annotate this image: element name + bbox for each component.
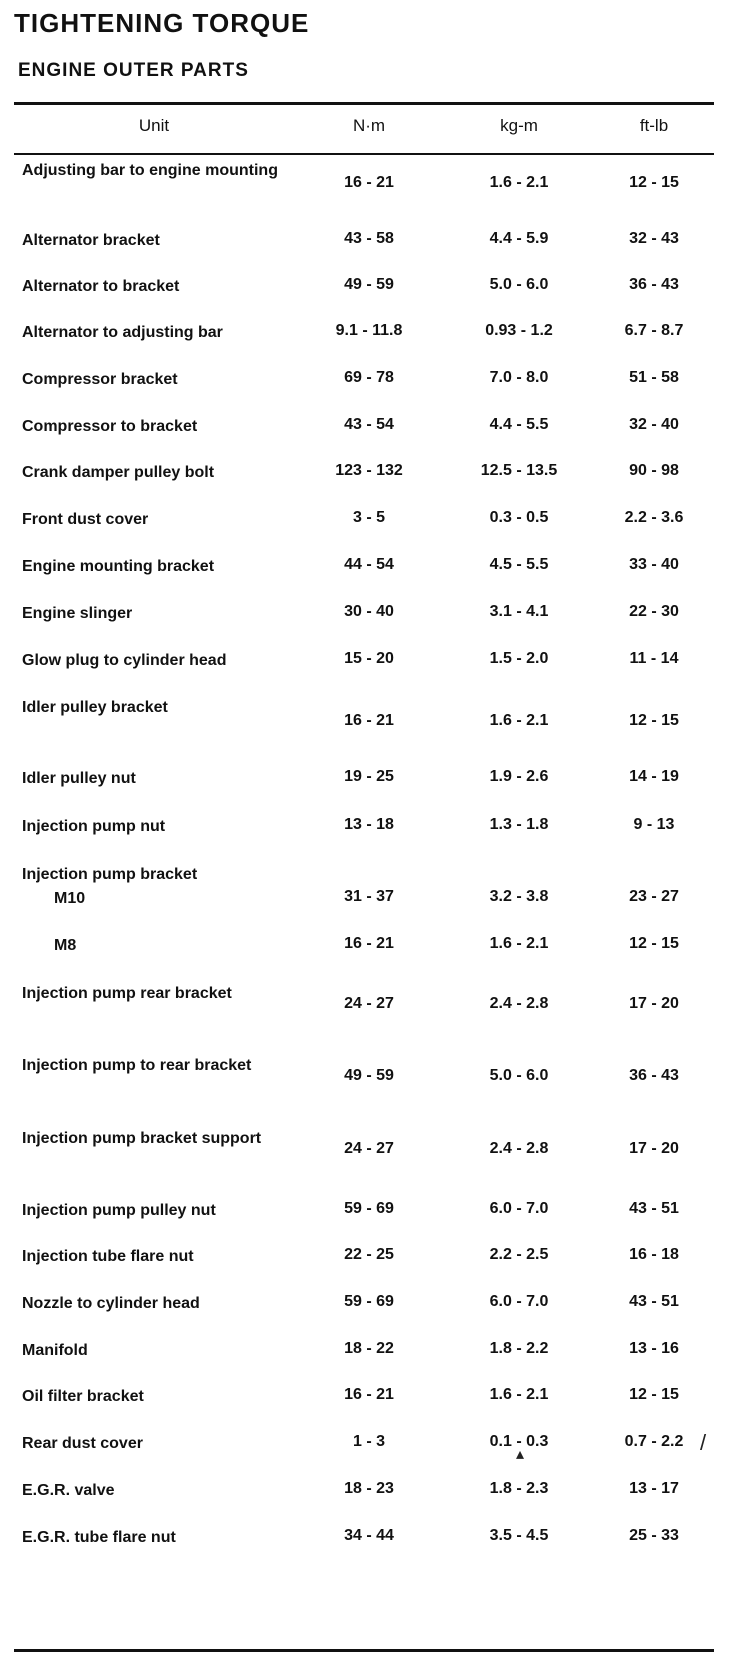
header-kgm: kg-m bbox=[500, 116, 538, 135]
cell-nm: 9.1 - 11.8 bbox=[335, 322, 403, 339]
cell-ftlb: 12 - 15 bbox=[629, 1386, 679, 1403]
cell-unit: Idler pulley nut bbox=[22, 770, 136, 787]
cell-nm: 24 - 27 bbox=[344, 1140, 394, 1157]
cell-nm: 13 - 18 bbox=[344, 816, 394, 833]
cell-ftlb: 22 - 30 bbox=[629, 603, 679, 620]
cell-unit: Rear dust cover bbox=[22, 1435, 143, 1452]
table-header bbox=[14, 108, 714, 148]
cell-unit: Engine slinger bbox=[22, 605, 133, 622]
cell-ftlb: 36 - 43 bbox=[629, 1067, 679, 1084]
cell-ftlb: 51 - 58 bbox=[629, 369, 679, 386]
cell-nm: 49 - 59 bbox=[344, 1067, 394, 1084]
cell-ftlb: 33 - 40 bbox=[629, 556, 679, 573]
cell-unit: Manifold bbox=[22, 1342, 88, 1359]
cell-nm: 3 - 5 bbox=[352, 509, 385, 526]
cell-unit: Alternator bracket bbox=[22, 232, 160, 249]
cell-nm: 16 - 21 bbox=[344, 174, 394, 191]
cell-kgm: 2.2 - 2.5 bbox=[489, 1246, 549, 1263]
table-header-rule bbox=[14, 153, 714, 155]
cell-nm: 18 - 23 bbox=[344, 1480, 394, 1497]
cell-nm: 59 - 69 bbox=[344, 1200, 394, 1217]
cell-nm: 44 - 54 bbox=[344, 556, 394, 573]
cell-nm: 16 - 21 bbox=[344, 712, 394, 729]
cell-kgm: 1.6 - 2.1 bbox=[489, 712, 549, 729]
cell-kgm: 0.1 - 0.3 bbox=[489, 1433, 549, 1450]
cell-nm: 59 - 69 bbox=[344, 1293, 394, 1310]
cell-nm: 123 - 132 bbox=[335, 462, 403, 479]
cell-unit: Alternator to bracket bbox=[22, 278, 180, 295]
cell-ftlb: 43 - 51 bbox=[629, 1293, 679, 1310]
cell-kgm: 1.8 - 2.2 bbox=[489, 1340, 549, 1357]
cell-unit: Oil filter bracket bbox=[22, 1388, 144, 1405]
cell-unit: Front dust cover bbox=[22, 511, 149, 528]
cell-ftlb: 23 - 27 bbox=[629, 888, 679, 905]
page-title: TIGHTENING TORQUE bbox=[14, 8, 310, 38]
header-nm: N·m bbox=[352, 116, 386, 135]
cell-unit: M8 bbox=[54, 937, 77, 954]
table-bottom-rule bbox=[14, 1649, 714, 1652]
cell-ftlb: 0.7 - 2.2 bbox=[624, 1433, 684, 1450]
cell-ftlb: 90 - 98 bbox=[629, 462, 679, 479]
cell-ftlb: 32 - 40 bbox=[629, 416, 679, 433]
cell-nm: 1 - 3 bbox=[352, 1433, 385, 1450]
cell-kgm: 4.4 - 5.9 bbox=[489, 230, 549, 247]
cell-nm: 15 - 20 bbox=[344, 650, 394, 667]
cell-kgm: 2.4 - 2.8 bbox=[489, 995, 549, 1012]
cell-ftlb: 25 - 33 bbox=[629, 1527, 679, 1544]
cell-kgm: 3.5 - 4.5 bbox=[489, 1527, 549, 1544]
cell-ftlb: 12 - 15 bbox=[629, 935, 679, 952]
cell-kgm: 5.0 - 6.0 bbox=[489, 1067, 549, 1084]
cell-unit: Engine mounting bracket bbox=[22, 558, 215, 575]
cell-nm: 19 - 25 bbox=[344, 768, 394, 785]
cell-ftlb: 13 - 17 bbox=[629, 1480, 679, 1497]
cell-kgm: 1.6 - 2.1 bbox=[489, 174, 549, 191]
cell-ftlb: 32 - 43 bbox=[629, 230, 679, 247]
cell-nm: 30 - 40 bbox=[344, 603, 394, 620]
cell-kgm: 6.0 - 7.0 bbox=[489, 1200, 549, 1217]
cell-unit: M10 bbox=[54, 890, 86, 907]
cell-unit: Injection pump pulley nut bbox=[22, 1202, 216, 1219]
cell-unit: Crank damper pulley bolt bbox=[22, 464, 215, 481]
cell-kgm: 1.6 - 2.1 bbox=[489, 935, 549, 952]
cell-kgm: 0.3 - 0.5 bbox=[489, 509, 549, 526]
cell-unit: E.G.R. valve bbox=[22, 1482, 115, 1499]
header-unit: Unit bbox=[138, 116, 170, 135]
cell-unit: Injection pump to rear bracket bbox=[22, 1057, 252, 1074]
cell-nm: 16 - 21 bbox=[344, 935, 394, 952]
cell-ftlb: 12 - 15 bbox=[629, 174, 679, 191]
cell-kgm: 1.8 - 2.3 bbox=[489, 1480, 549, 1497]
scan-mark: ▴ bbox=[516, 1446, 525, 1463]
cell-unit: Adjusting bar to engine mounting bbox=[22, 162, 278, 179]
cell-nm: 31 - 37 bbox=[344, 888, 394, 905]
cell-ftlb: 17 - 20 bbox=[629, 1140, 679, 1157]
cell-ftlb: 12 - 15 bbox=[629, 712, 679, 729]
cell-unit: Injection pump rear bracket bbox=[22, 985, 232, 1002]
cell-nm: 18 - 22 bbox=[344, 1340, 394, 1357]
cell-kgm: 6.0 - 7.0 bbox=[489, 1293, 549, 1310]
cell-ftlb: 14 - 19 bbox=[629, 768, 679, 785]
cell-kgm: 4.4 - 5.5 bbox=[489, 416, 549, 433]
cell-kgm: 4.5 - 5.5 bbox=[489, 556, 549, 573]
cell-kgm: 3.2 - 3.8 bbox=[489, 888, 549, 905]
cell-ftlb: 36 - 43 bbox=[629, 276, 679, 293]
cell-kgm: 12.5 - 13.5 bbox=[480, 462, 558, 479]
scan-slash-mark: / bbox=[700, 1430, 707, 1455]
cell-unit: E.G.R. tube flare nut bbox=[22, 1529, 176, 1546]
cell-unit: Compressor to bracket bbox=[22, 418, 198, 435]
cell-nm: 43 - 58 bbox=[344, 230, 394, 247]
cell-unit: Injection pump nut bbox=[22, 818, 166, 835]
cell-kgm: 1.5 - 2.0 bbox=[489, 650, 549, 667]
cell-kgm: 1.9 - 2.6 bbox=[489, 768, 549, 785]
cell-nm: 69 - 78 bbox=[344, 369, 394, 386]
cell-unit: Idler pulley bracket bbox=[22, 699, 168, 716]
cell-kgm: 1.6 - 2.1 bbox=[489, 1386, 549, 1403]
cell-ftlb: 2.2 - 3.6 bbox=[624, 509, 684, 526]
cell-nm: 22 - 25 bbox=[344, 1246, 394, 1263]
cell-kgm: 2.4 - 2.8 bbox=[489, 1140, 549, 1157]
cell-unit: Injection pump bracket support bbox=[22, 1130, 262, 1147]
cell-kgm: 3.1 - 4.1 bbox=[489, 603, 549, 620]
cell-ftlb: 6.7 - 8.7 bbox=[624, 322, 684, 339]
cell-kgm: 7.0 - 8.0 bbox=[489, 369, 549, 386]
cell-nm: 24 - 27 bbox=[344, 995, 394, 1012]
cell-ftlb: 16 - 18 bbox=[629, 1246, 679, 1263]
cell-kgm: 0.93 - 1.2 bbox=[485, 322, 553, 339]
cell-nm: 34 - 44 bbox=[344, 1527, 394, 1544]
cell-ftlb: 11 - 14 bbox=[629, 650, 679, 667]
cell-ftlb: 13 - 16 bbox=[629, 1340, 679, 1357]
cell-nm: 49 - 59 bbox=[344, 276, 394, 293]
cell-nm: 16 - 21 bbox=[344, 1386, 394, 1403]
cell-nm: 43 - 54 bbox=[344, 416, 394, 433]
cell-unit: Compressor bracket bbox=[22, 371, 178, 388]
cell-kgm: 5.0 - 6.0 bbox=[489, 276, 549, 293]
cell-unit: Glow plug to cylinder head bbox=[22, 652, 227, 669]
cell-unit: Nozzle to cylinder head bbox=[22, 1295, 200, 1312]
cell-unit: Injection pump bracket bbox=[22, 866, 198, 883]
cell-unit: Injection tube flare nut bbox=[22, 1248, 194, 1265]
header-ftlb: ft-lb bbox=[639, 116, 669, 135]
cell-ftlb: 17 - 20 bbox=[629, 995, 679, 1012]
table-top-rule bbox=[14, 102, 714, 105]
cell-kgm: 1.3 - 1.8 bbox=[489, 816, 549, 833]
cell-unit: Alternator to adjusting bar bbox=[22, 324, 223, 341]
cell-ftlb: 9 - 13 bbox=[633, 816, 675, 833]
cell-ftlb: 43 - 51 bbox=[629, 1200, 679, 1217]
page-subtitle: ENGINE OUTER PARTS bbox=[18, 60, 249, 81]
